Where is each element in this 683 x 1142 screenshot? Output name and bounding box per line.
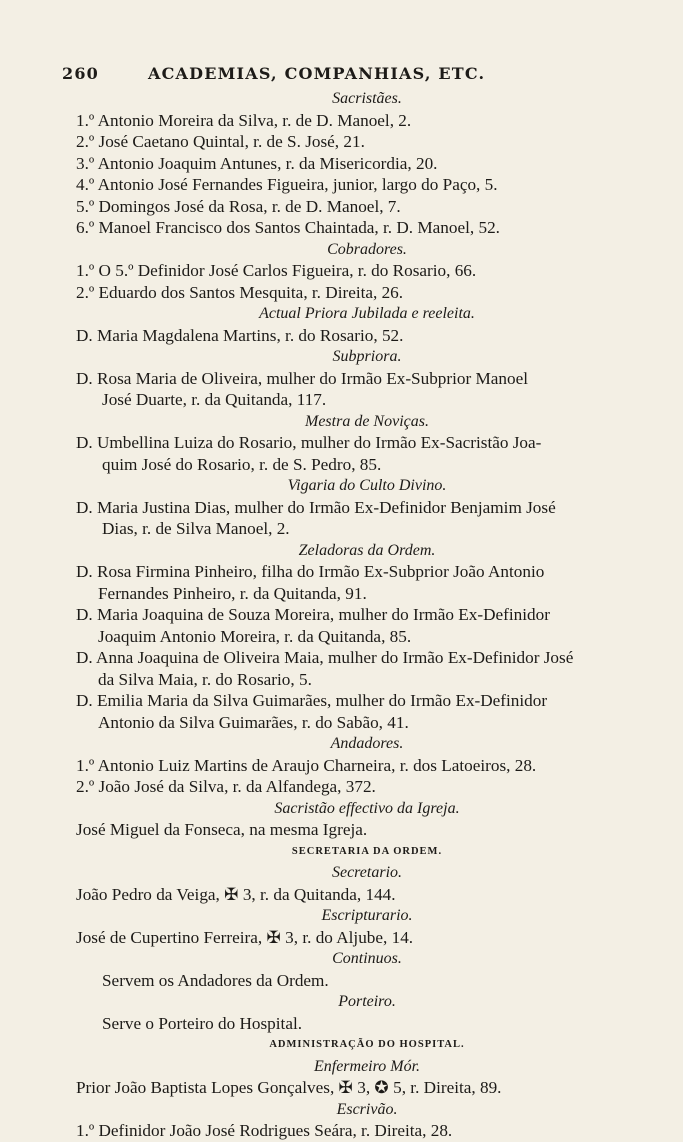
entry-line: 4.º Antonio José Fernandes Figueira, junior, largo do Paço, 5.: [76, 175, 498, 194]
page-body: [62, 88, 672, 1142]
entry-line: da Silva Maia, r. do Rosario, 5.: [98, 669, 312, 689]
section-heading: Vigaria do Culto Divino.: [287, 477, 447, 494]
entry-line: João Pedro da Veiga, ✠ 3, r. da Quitanda, 144.: [76, 884, 396, 904]
entry-line: 1.º Definidor João José Rodrigues Seára, r. Direita, 28.: [76, 1121, 453, 1140]
entry-line: José Duarte, r. da Quitanda, 117.: [102, 390, 327, 409]
section-heading: Escrivão.: [336, 1100, 398, 1118]
entry-line: Dias, r. de Silva Manoel, 2.: [102, 519, 290, 538]
section-heading: Actual Priora Jubilada e reeleita.: [259, 305, 475, 322]
section-heading: Sacristães.: [332, 90, 402, 107]
entry-line: 1.º Antonio Moreira da Silva, r. de D. Manoel, 2.: [76, 110, 412, 130]
section-heading: Sacristão effectivo da Igreja.: [274, 799, 460, 817]
entry-line: D. Anna Joaquina de Oliveira Maia, mulher do Irmão Ex-Definidor José: [76, 648, 574, 667]
section-heading: Subpriora.: [332, 348, 402, 365]
section-heading: Mestra de Noviças.: [305, 412, 429, 430]
entry-line: D. Emilia Maria da Silva Guimarães, mulher do Irmão Ex-Definidor: [76, 691, 548, 710]
entry-line: 1.º Antonio Luiz Martins de Araujo Charneira, r. dos Latoeiros, 28.: [76, 755, 537, 775]
section-heading: Secretario.: [331, 864, 403, 881]
entry-line: D. Rosa Firmina Pinheiro, filha do Irmão Ex-Subprior João Antonio: [76, 562, 545, 581]
entry-line: 2.º José Caetano Quintal, r. de S. José, 21.: [76, 132, 365, 151]
section-heading: Escripturario.: [321, 907, 413, 924]
entry-line: Servem os Andadores da Ordem.: [102, 970, 329, 990]
section-heading: Continuos.: [332, 950, 402, 967]
entry-line: Antonio da Silva Guimarães, r. do Sabão, 41.: [98, 712, 409, 732]
entry-line: 2.º Eduardo dos Santos Mesquita, r. Direita, 26.: [76, 282, 404, 302]
entry-line: Fernandes Pinheiro, r. da Quitanda, 91.: [98, 583, 367, 603]
entry-line: Serve o Porteiro do Hospital.: [102, 1013, 303, 1033]
entry-line: Joaquim Antonio Moreira, r. da Quitanda, 85.: [98, 626, 412, 646]
entry-line: D. Maria Justina Dias, mulher do Irmão Ex-Definidor Benjamim José: [76, 497, 556, 517]
entry-line: 6.º Manoel Francisco dos Santos Chaintada, r. D. Manoel, 52.: [76, 218, 500, 237]
section-heading: Cobradores.: [327, 240, 407, 258]
division-heading: SECRETARIA DA ORDEM.: [291, 845, 443, 857]
running-title: ACADEMIAS, COMPANHIAS, ETC.: [148, 64, 486, 83]
entry-line: José Miguel da Fonseca, na mesma Igreja.: [76, 820, 368, 839]
section-heading: Porteiro.: [338, 993, 396, 1010]
entry-line: D. Rosa Maria de Oliveira, mulher do Irmão Ex-Subprior Manoel: [76, 368, 529, 388]
section-heading: Enfermeiro Mór.: [313, 1057, 421, 1075]
entry-line: D. Maria Joaquina de Souza Moreira, mulher do Irmão Ex-Definidor: [76, 605, 550, 624]
entry-line: 1.º O 5.º Definidor José Carlos Figueira, r. do Rosario, 66.: [76, 261, 477, 280]
entry-line: 2.º João José da Silva, r. da Alfandega, 372.: [76, 777, 376, 796]
section-heading: Andadores.: [330, 735, 404, 752]
page-number: 260: [62, 64, 99, 83]
entry-line: Prior João Baptista Lopes Gonçalves, ✠ 3, ✪ 5, r. Direita, 89.: [76, 1078, 502, 1097]
section-heading: Zeladoras da Ordem.: [298, 541, 436, 559]
entry-line: D. Umbellina Luiza do Rosario, mulher do Irmão Ex-Sacristão Joa-: [76, 433, 542, 452]
entry-line: quim José do Rosario, r. de S. Pedro, 85.: [102, 454, 382, 474]
entry-line: 3.º Antonio Joaquim Antunes, r. da Misericordia, 20.: [76, 153, 438, 173]
entry-line: José de Cupertino Ferreira, ✠ 3, r. do Aljube, 14.: [76, 927, 414, 947]
entry-line: 5.º Domingos José da Rosa, r. de D. Manoel, 7.: [76, 196, 401, 216]
division-heading: ADMINISTRAÇÃO DO HOSPITAL.: [269, 1039, 465, 1050]
entry-line: D. Maria Magdalena Martins, r. do Rosario, 52.: [76, 325, 404, 345]
